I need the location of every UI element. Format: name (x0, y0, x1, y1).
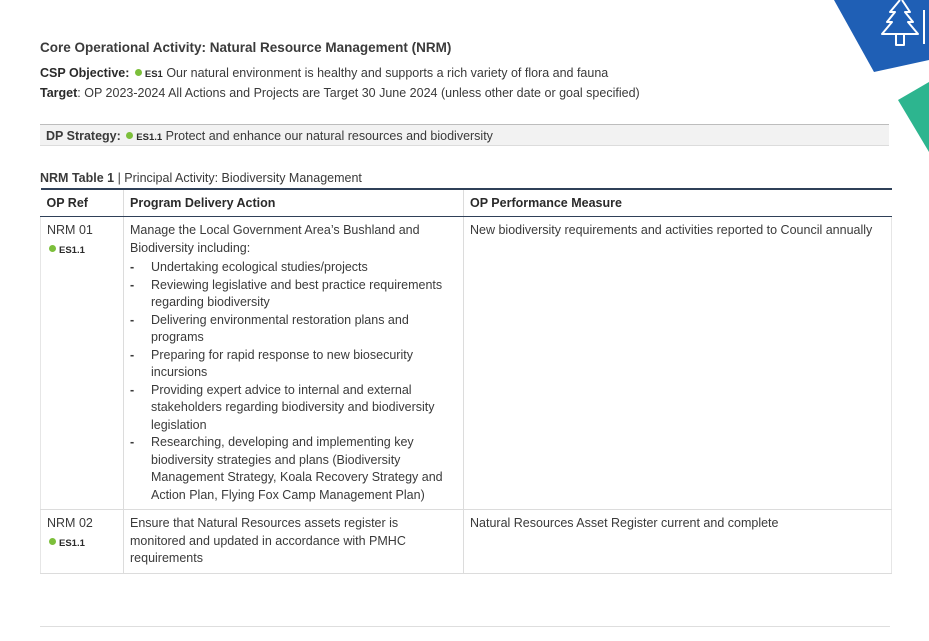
list-item: - Delivering environmental restoration plans and programs (130, 312, 457, 347)
action-cell: Ensure that Natural Resources assets register is monitored and updated in accordance with PMHC requirements (124, 510, 464, 574)
table-title-bold: NRM Table 1 (40, 171, 115, 185)
ref-code-text: ES1.1 (59, 244, 85, 256)
list-item: - Undertaking ecological studies/projects (130, 259, 457, 277)
page-title: Core Operational Activity: Natural Resource Management (NRM) (40, 40, 452, 55)
ref-code (47, 241, 117, 260)
ref-code (47, 534, 117, 553)
list-item: - Reviewing legislative and best practice requirements regarding biodiversity (130, 277, 457, 312)
measure-cell: New biodiversity requirements and activities reported to Council annually (464, 217, 892, 510)
table-header-row (41, 189, 892, 217)
action-intro: Manage the Local Government Area’s Bushland and Biodiversity including: (130, 223, 420, 255)
op-ref-cell (41, 217, 124, 510)
action-cell (124, 217, 464, 510)
column-header: OP Performance Measure (464, 189, 892, 217)
footer-divider (40, 626, 890, 627)
csp-label: CSP Objective: (40, 66, 130, 80)
measure-cell: Natural Resources Asset Register current and complete (464, 510, 892, 574)
table-row (41, 217, 892, 510)
column-header: OP Ref (41, 189, 124, 217)
action-list (130, 259, 457, 504)
csp-objective (40, 66, 608, 80)
column-header: Program Delivery Action (124, 189, 464, 217)
nrm-table (40, 188, 892, 574)
list-item: - Researching, developing and implementing key biodiversity strategies and plans (Biodiversity Management Strategy, Koala Recovery Strategy and Action Plan, Flying Fox Camp Management Plan) (130, 434, 457, 504)
target-label: Target (40, 86, 78, 100)
target-text: : OP 2023-2024 All Actions and Projects are Target 30 June 2024 (unless other date or goal specified) (77, 86, 640, 100)
table-row (41, 510, 892, 574)
list-item: - Providing expert advice to internal and external stakeholders regarding biodiversity and biodiversity legislation (130, 382, 457, 435)
csp-text: Our natural environment is healthy and supports a rich variety of flora and fauna (166, 66, 609, 80)
dp-code: ES1.1 (136, 132, 163, 143)
dot-bullet-icon (49, 245, 56, 252)
table-title-rest: | Principal Activity: Biodiversity Management (114, 171, 362, 185)
csp-code: ES1 (144, 69, 163, 80)
op-ref: NRM 01 (47, 223, 93, 237)
table-title (40, 171, 362, 185)
dp-text: Protect and enhance our natural resources and biodiversity (165, 129, 493, 143)
dot-bullet-icon (49, 538, 56, 545)
dot-bullet-icon (126, 132, 133, 139)
target-line (40, 86, 640, 100)
ref-code-text: ES1.1 (59, 537, 85, 549)
dp-label: DP Strategy: (46, 129, 121, 143)
dp-strategy-bar (40, 124, 889, 146)
dot-bullet-icon (135, 69, 142, 76)
op-ref-cell (41, 510, 124, 574)
op-ref: NRM 02 (47, 516, 93, 530)
list-item: - Preparing for rapid response to new biosecurity incursions (130, 347, 457, 382)
